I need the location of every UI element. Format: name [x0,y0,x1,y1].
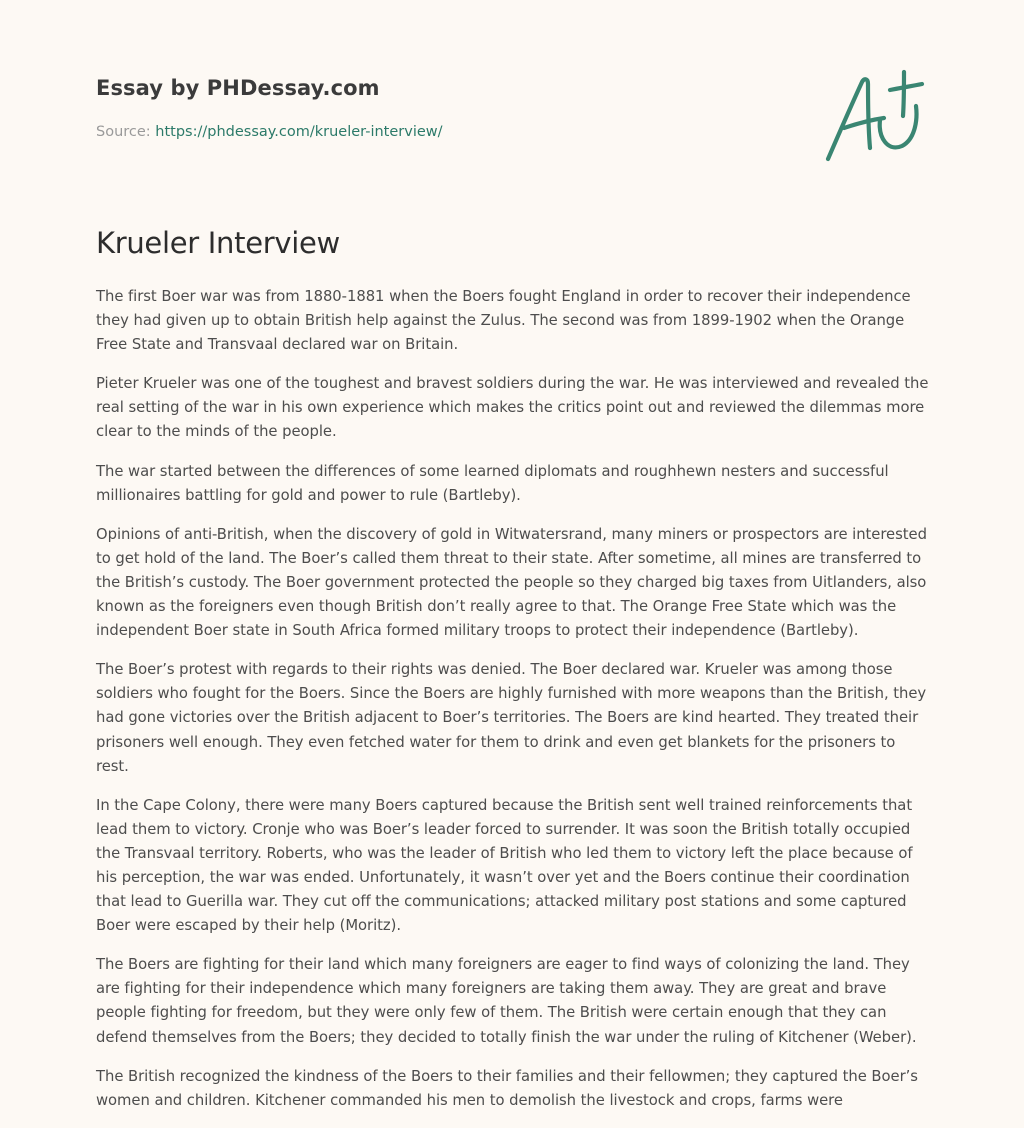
essay-paragraph: The Boers are fighting for their land which many foreigners are eager to find ways of colonizing the land. They are fighting for their independence which many foreigners are taking them away. They are great and brave people fighting for freedom, but they were only few of them. The British were certain enough that they can defend themselves from the Boers; they decided to totally finish the war under the ruling of Kitchener (Weber). [96,956,917,1046]
essay-title: Krueler Interview [96,226,340,260]
source-line [96,124,443,140]
essay-paragraph: In the Cape Colony, there were many Boers captured because the British sent well trained reinforcements that lead them to victory. Cronje who was Boer’s leader forced to surrender. It was soon the British totally occupied the Transvaal territory. Roberts, who was the leader of British who led them to victory left the place because of his perception, the war was ended. Unfortunately, it wasn’t over yet and the Boers continue their coordination that lead to Guerilla war. They cut off the communications; attacked military post stations and some captured Boer were escaped by their help (Moritz). [96,796,913,935]
source-label: Source: [96,124,156,140]
essay-paragraph: The Boer’s protest with regards to their rights was denied. The Boer declared war. Krueler was among those soldiers who fought for the Boers. Since the Boers are highly furnished with more weapons than the British, they had gone victories over the British adjacent to Boer’s territories. The Boers are kind hearted. They treated their prisoners well enough. They even fetched water for them to drink and even get blankets for the prisoners to rest. [96,661,927,775]
essay-paragraph: The first Boer war was from 1880-1881 when the Boers fought England in order to recover their independence they had given up to obtain British help against the Zulus. The second was from 1899-1902 when the Orange Free State and Transvaal declared war on Britain. [96,288,911,354]
source-link[interactable]: https://phdessay.com/krueler-interview/ [155,124,443,140]
essay-paragraph: Pieter Krueler was one of the toughest and bravest soldiers during the war. He was interviewed and revealed the real setting of the war in his own experience which makes the critics point out and reviewed the dilemmas more clear to the minds of the people. [96,375,929,441]
essay-paragraph: Opinions of anti-British, when the discovery of gold in Witwatersrand, many miners or prospectors are interested to get hold of the land. The Boer’s called them threat to their state. After sometime, all mines are transferred to the British’s custody. The Boer government protected the people so they charged big taxes from Uitlanders, also known as the foreigners even though British don’t really agree to that. The Orange Free State which was the independent Boer state in South Africa formed military troops to protect their independence (Bartleby). [96,525,927,640]
page-header [96,0,930,200]
essay-paragraph: The British recognized the kindness of the Boers to their families and their fellowmen; they captured the Boer’s women and children. Kitchener commanded his men to demolish the livestock and crops, farms were [96,1067,918,1109]
brand-title: Essay by PHDessay.com [96,76,380,100]
essay-paragraph: The war started between the differences of some learned diplomats and roughhewn nesters and successful millionaires battling for gold and power to rule (Bartleby). [96,462,889,504]
essay-page [96,0,930,1109]
essay-body [96,285,930,1128]
a-plus-logo-icon [822,66,926,166]
